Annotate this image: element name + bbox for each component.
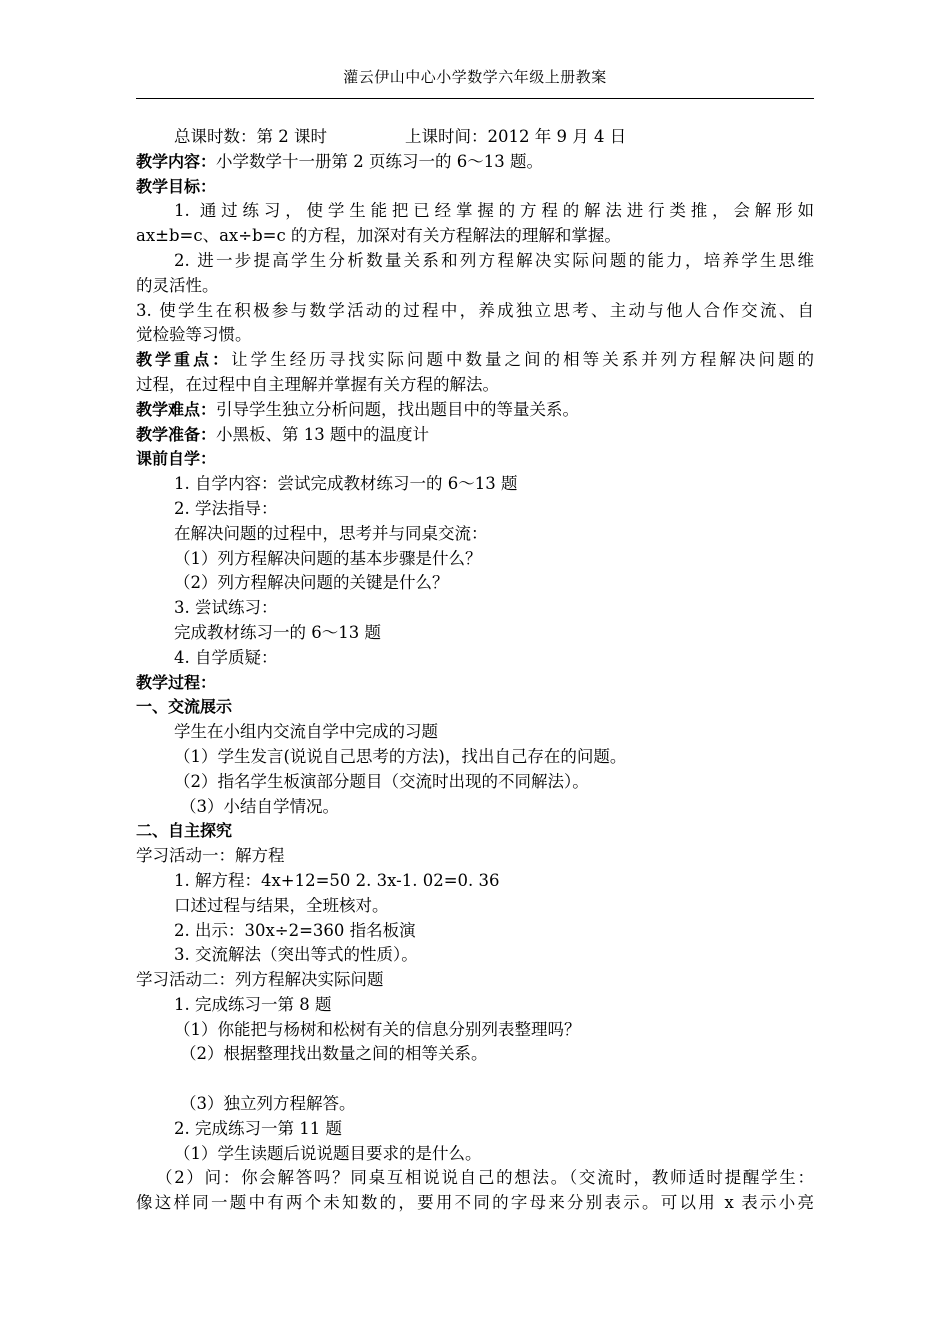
section-1-item: （3）小结自学情况。 [180,796,339,816]
activity-2-item: （2）根据整理找出数量之间的相等关系。 [180,1044,488,1064]
activity-1-item: 3. 交流解法（突出等式的性质）。 [174,945,418,965]
preview-item: 在解决问题的过程中，思考并与同桌交流： [174,523,488,543]
blank-line [136,1067,814,1092]
activity-1-item: 口述过程与结果，全班核对。 [174,895,389,915]
period-date-line [136,125,814,150]
activity-1-item: 1. 解方程：4x+12=50 2. 3x-1. 02=0. 36 [174,870,500,890]
preparation-line [136,423,814,448]
page-header: 灌云伊山中心小学数学六年级上册教案 [343,68,607,86]
preview-item: （2）列方程解决问题的关键是什么？ [174,573,449,593]
goal-1-line-b: ax±b=c、ax÷b=c 的方程，加深对有关方程解法的理解和掌握。 [136,226,621,246]
preview-item: 完成教材练习一的 6～13 题 [174,622,381,642]
activity-2-item: 1. 完成练习一第 8 题 [174,994,332,1014]
activity-1-item: 2. 出示：30x÷2=360 指名板演 [174,920,416,940]
preview-item: 2. 学法指导： [174,498,278,518]
preview-item: 3. 尝试练习： [174,598,278,618]
section-1-item: （2）指名学生板演部分题目（交流时出现的不同解法）。 [174,771,589,791]
period-text: 总课时数：第 2 课时 [174,127,327,146]
preview-item: 1. 自学内容：尝试完成教材练习一的 6～13 题 [174,474,518,494]
section-1-title: 一、交流展示 [136,697,233,717]
activity-2-item: （1）学生读题后说说题目要求的是什么。 [174,1143,482,1163]
preparation-text: 小黑板、第 13 题中的温度计 [216,424,430,444]
preparation-label: 教学准备： [136,424,217,444]
difficulty-label: 教学难点： [136,399,217,419]
header-rule [136,98,814,99]
section-2-title: 二、自主探究 [136,821,233,841]
goal-2-line-a: 2. 进一步提高学生分析数量关系和列方程解决实际问题的能力，培养学生思维 [174,250,814,270]
date-text: 上课时间：2012 年 9 月 4 日 [405,127,627,146]
activity-2-item: 2. 完成练习一第 11 题 [174,1118,342,1138]
final-paragraph-line-b: 像这样同一题中有两个未知数的，要用不同的字母来分别表示。可以用 x 表示小亮 [136,1193,814,1213]
activity-2-title: 学习活动二：列方程解决实际问题 [136,970,384,990]
lesson-plan-body [136,125,814,1216]
goal-3-line-b: 觉检验等习惯。 [136,325,252,345]
section-1-item: 学生在小组内交流自学中完成的习题 [174,722,438,742]
content-label: 教学内容： [136,151,217,171]
key-point-text: 让学生经历寻找实际问题中数量之间的相等关系并列方程解决问题的 [231,350,814,370]
goals-label: 教学目标： [136,176,217,196]
preview-label: 课前自学： [136,449,217,469]
goal-2-line-b: 的灵活性。 [136,275,219,295]
key-point-line-b: 过程，在过程中自主理解并掌握有关方程的解法。 [136,374,499,394]
key-point-label: 教学重点： [136,350,232,370]
key-point-line-a [136,348,814,373]
final-paragraph-line-a: （2）问：你会解答吗？同桌互相说说自己的想法。（交流时，教师适时提醒学生： [156,1168,814,1188]
difficulty-line [136,398,814,423]
activity-2-item: （3）独立列方程解答。 [180,1094,356,1114]
goal-1-line-a: 1. 通过练习，使学生能把已经掌握的方程的解法进行类推，会解形如 [174,201,814,221]
goal-3-line-a: 3. 使学生在积极参与数学活动的过程中，养成独立思考、主动与他人合作交流、自 [136,300,814,320]
content-text: 小学数学十一册第 2 页练习一的 6～13 题。 [216,151,543,171]
difficulty-text: 引导学生独立分析问题，找出题目中的等量关系。 [216,399,580,419]
preview-item: （1）列方程解决问题的基本步骤是什么？ [174,548,482,568]
section-1-item: （1）学生发言(说说自己思考的方法)，找出自己存在的问题。 [174,746,627,766]
activity-2-item: （1）你能把与杨树和松树有关的信息分别列表整理吗？ [174,1019,581,1039]
preview-item: 4. 自学质疑： [174,647,278,667]
content-line [136,150,814,175]
activity-1-title: 学习活动一：解方程 [136,846,285,866]
process-label: 教学过程： [136,672,217,692]
